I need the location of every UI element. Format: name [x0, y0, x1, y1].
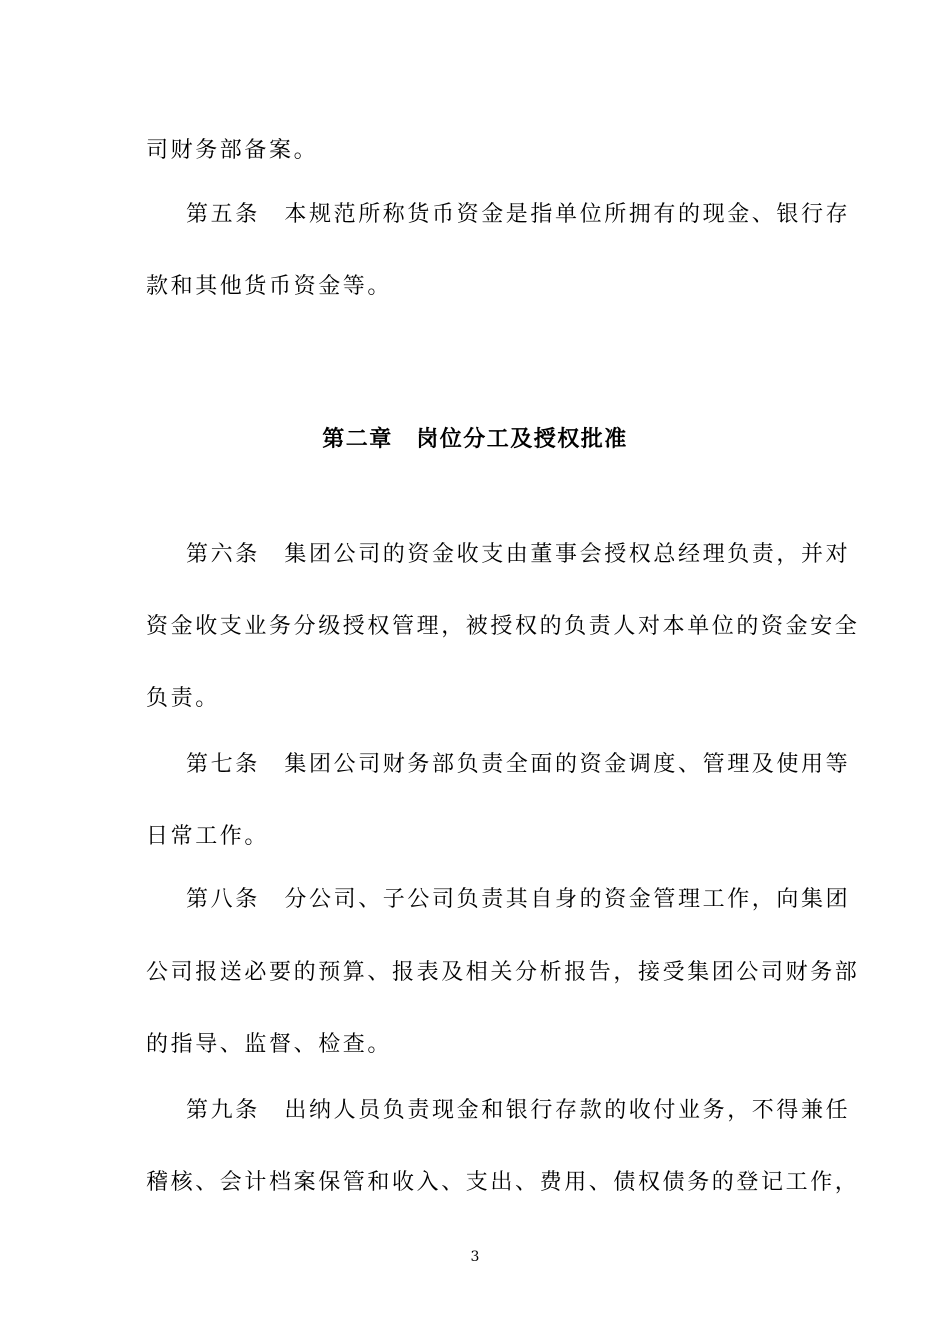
text-line: 司财务部备案。	[146, 138, 319, 163]
article-6-line-1: 第六条 集团公司的资金收支由董事会授权总经理负责，并对	[186, 542, 851, 567]
article-8-line-1: 第八条 分公司、子公司负责其自身的资金管理工作，向集团	[186, 887, 851, 912]
article-7-line-1: 第七条 集团公司财务部负责全面的资金调度、管理及使用等	[186, 752, 851, 777]
page-number: 3	[470, 1249, 480, 1265]
article-5-line-1: 第五条 本规范所称货币资金是指单位所拥有的现金、银行存	[186, 202, 851, 227]
article-8-line-3: 的指导、监督、检查。	[146, 1032, 393, 1057]
article-5-line-2: 款和其他货币资金等。	[146, 274, 393, 299]
article-6-line-2: 资金收支业务分级授权管理，被授权的负责人对本单位的资金安全	[146, 614, 860, 639]
article-9-line-2: 稽核、会计档案保管和收入、支出、费用、债权债务的登记工作，	[146, 1170, 860, 1195]
article-8-line-2: 公司报送必要的预算、报表及相关分析报告，接受集团公司财务部	[146, 960, 860, 985]
article-9-line-1: 第九条 出纳人员负责现金和银行存款的收付业务，不得兼任	[186, 1098, 851, 1123]
article-6-line-3: 负责。	[146, 686, 220, 711]
chapter-heading: 第二章 岗位分工及授权批准	[322, 426, 628, 452]
article-7-line-2: 日常工作。	[146, 824, 270, 849]
